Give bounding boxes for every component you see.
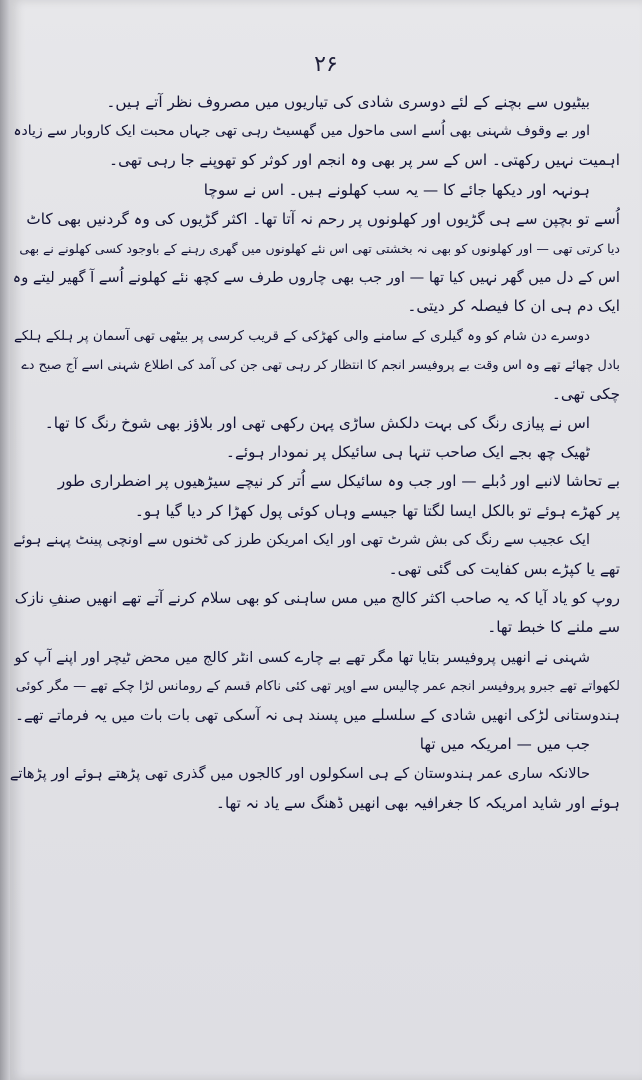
text-line: بے تحاشا لانبے اور دُبلے — اور جب وہ سائیکل سے اُتر کر نیچے سیڑھیوں پر اضطراری طور bbox=[57, 472, 620, 491]
text-line: ہندوستانی لڑکی انھیں شادی کے سلسلے میں پسند ہی نہ آسکی تھی بات بات میں یہ فرماتے تھے۔ bbox=[15, 705, 620, 724]
text-line: لکھواتے تھے جبرو پروفیسر انجم عمر چالیس سے اوپر تھی کئی ناکام قسم کے رومانس لڑا چکے تھے — مگر کوئی bbox=[15, 678, 620, 694]
text-line: اور بے وقوف شہنی بھی اُسے اسی ماحول میں گھسیٹ رہی تھی جہاں محبت ایک کاروبار سے زیادہ bbox=[13, 123, 590, 140]
text-line: ایک دم ہی ان کا فیصلہ کر دیتی۔ bbox=[407, 297, 620, 316]
text-line: چکی تھی۔ bbox=[551, 384, 620, 403]
text-line: حالانکہ ساری عمر ہندوستان کے ہی اسکولوں اور کالجوں میں گذری تھی پڑھتے ہوئے اور پڑھاتے bbox=[10, 765, 590, 783]
text-line: جب میں — امریکہ میں تھا bbox=[419, 735, 590, 754]
text-line: ٹھیک چھ بجے ایک صاحب تنہا ہی سائیکل پر نمودار ہوئے۔ bbox=[226, 443, 590, 462]
text-line: شہنی نے انھیں پروفیسر بتایا تھا مگر تھے بے چارے کسی انٹر کالج میں محض ٹیچر اور اپنے آپ کو bbox=[14, 648, 590, 666]
text-line: ایک عجیب سے رنگ کی بش شرٹ تھی اور ایک امریکن طرز کی ٹخنوں سے اونچی پینٹ پہنے ہوئے bbox=[13, 531, 590, 548]
text-line: سے ملنے کا خبط تھا۔ bbox=[487, 618, 620, 637]
page-number: ۲۶ bbox=[314, 52, 338, 77]
text-line: بیٹیوں سے بچنے کے لئے دوسری شادی کی تیاریوں میں مصروف نظر آتے ہیں۔ bbox=[106, 93, 590, 111]
text-line: اہمیت نہیں رکھتی۔ اس کے سر پر بھی وہ انجم اور کوثر کو تھوپنے جا رہی تھی۔ bbox=[109, 151, 620, 170]
text-line: اس کے دل میں گھر نہیں کیا تھا — اور جب بھی چاروں طرف سے کچھ نئے کھلونے اُسے آ گھیر لیتے وہ bbox=[12, 269, 620, 287]
text-line: پر کھڑے ہوئے تو بالکل ایسا لگتا تھا جیسے وہاں کوئی پول کھڑا کر دیا گیا ہو۔ bbox=[134, 501, 620, 520]
book-spine-shadow bbox=[0, 0, 10, 1080]
text-line: اس نے پیازی رنگ کی بہت دلکش ساڑی پہن رکھی تھی اور بلاؤز بھی شوخ رنگ کا تھا۔ bbox=[44, 414, 590, 433]
text-line: بادل چھائے تھے وہ اس وقت بے پروفیسر انجم کا انتظار کر رہی تھی جن کی آمد کی اطلاع شہنی اسے آج صبح دے bbox=[21, 357, 620, 373]
text-line: ہونہہ اور دیکھا جائے کا — یہ سب کھلونے ہیں۔ اس نے سوچا bbox=[203, 180, 590, 199]
text-line: دوسرے دن شام کو وہ گیلری کے سامنے والی کھڑکی کے قریب کرسی پر بیٹھی تھی آسمان پر ہلکے ہلکے bbox=[13, 328, 590, 344]
book-page bbox=[10, 0, 642, 1080]
page-body-text bbox=[10, 88, 620, 818]
text-line: اُسے تو بچپن سے ہی گڑیوں اور کھلونوں پر رحم نہ آتا تھا۔ اکثر گڑیوں کی وہ گردنیں بھی کاٹ bbox=[26, 209, 620, 228]
text-line: ہوئے اور شاید امریکہ کا جغرافیہ بھی انھیں ڈھنگ سے یاد نہ تھا۔ bbox=[216, 793, 620, 812]
text-line: دیا کرتی تھی — اور کھلونوں کو بھی نہ بخشتی تھی اس نئے کھلونوں میں گھری رہنے کے باوجود کسی کھلونے نے بھی bbox=[19, 240, 620, 256]
text-line: روپ کو یاد آیا کہ یہ صاحب اکثر کالج میں مس ساہنی کو بھی سلام کرنے آتے تھے انھیں صنفِ نازک bbox=[14, 589, 620, 608]
text-line: تھے یا کپڑے بس کفایت کی گئی تھی۔ bbox=[388, 560, 620, 578]
